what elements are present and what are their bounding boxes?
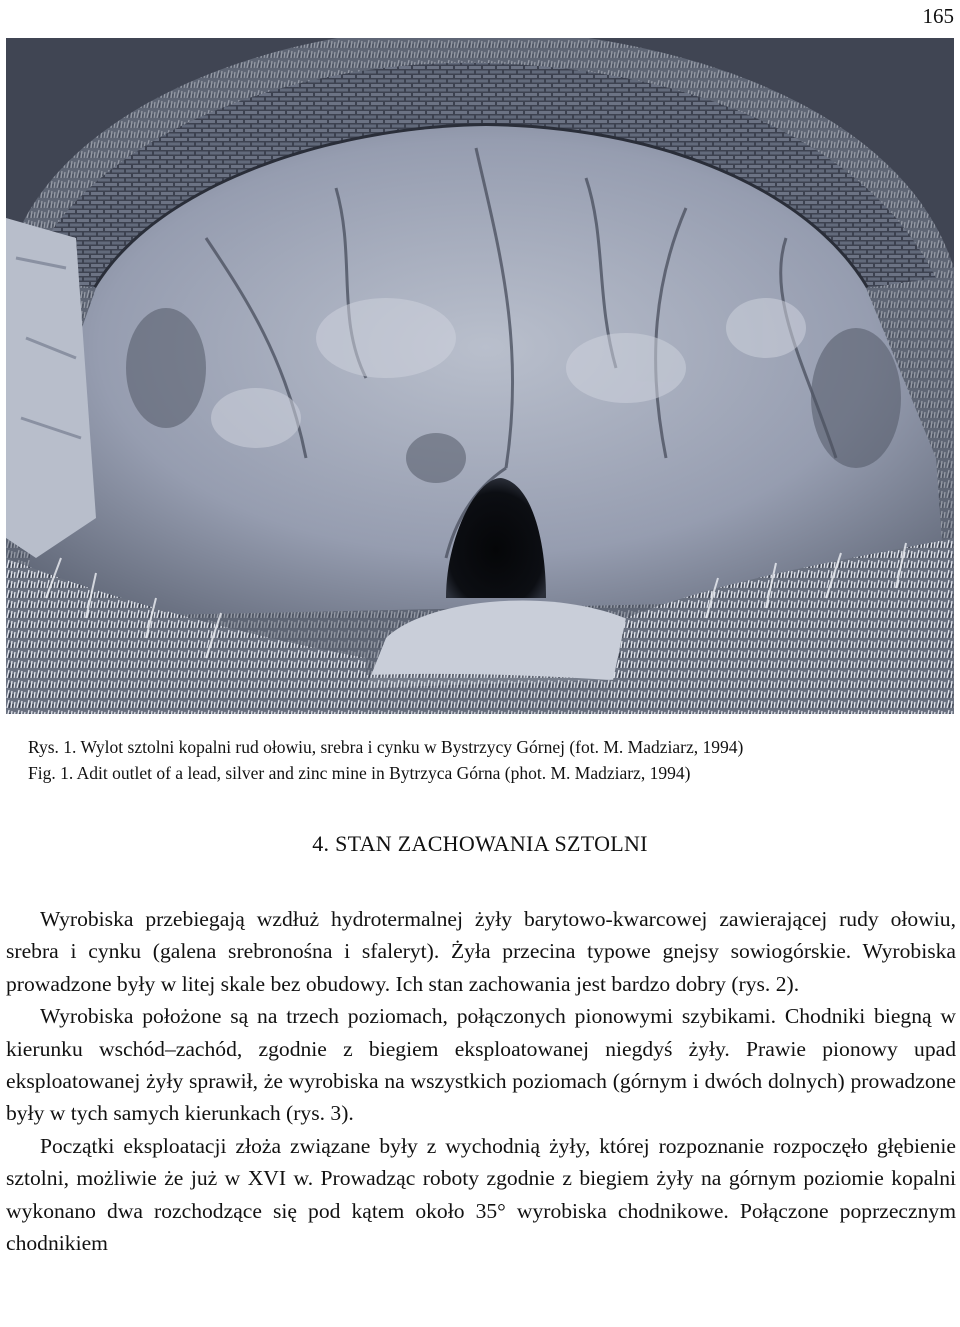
paragraph-3: Początki eksploatacji złoża związane były z wychodnią żyły, której rozpoznanie rozpoczęło głębienie sztolni, możliwie że już w XVI w. Prowadząc roboty zgodnie z biegiem żyły na górnym poziomie kopalni wykonano dwa rozchodzące się pod kątem około 35° wyrobiska chodnikowe. Połączone poprzecznym chodnikiem — [6, 1133, 956, 1256]
paragraph-1: Wyrobiska przebiegają wzdłuż hydrotermalnej żyły barytowo-kwarcowej zawierającej rudy ołowiu, srebra i cynku (galena srebronośna i sfaleryt). Żyła przecina typowe gnejsy sowiogórskie. Wyrobiska prowadzone były w litej skale bez obudowy. Ich stan zachowania jest bardzo dobry (rys. 2). — [6, 907, 956, 996]
figure-photo — [6, 38, 954, 714]
section-body — [6, 903, 956, 1259]
mine-adit-photograph-icon — [6, 38, 954, 714]
section-heading: 4. STAN ZACHOWANIA SZTOLNI — [312, 831, 648, 856]
figure-caption-english: Fig. 1. Adit outlet of a lead, silver and zinc mine in Bytrzyca Górna (phot. M. Madziarz, 1994) — [28, 763, 691, 783]
paragraph-2: Wyrobiska położone są na trzech poziomach, połączonych pionowymi szybikami. Chodniki biegną w kierunku wschód–zachód, zgodnie z biegiem eksploatowanej niegdyś żyły. Prawie pionowy upad eksploatowanej żyły sprawił, że wyrobiska na wszystkich poziomach (górnym i dwóch dolnych) prowadzone były w tych samych kierunkach (rys. 3). — [6, 1004, 956, 1126]
page-number: 165 — [922, 4, 954, 28]
figure-caption-polish: Rys. 1. Wylot sztolni kopalni rud ołowiu, srebra i cynku w Bystrzycy Górnej (fot. M. Madziarz, 1994) — [28, 737, 744, 757]
